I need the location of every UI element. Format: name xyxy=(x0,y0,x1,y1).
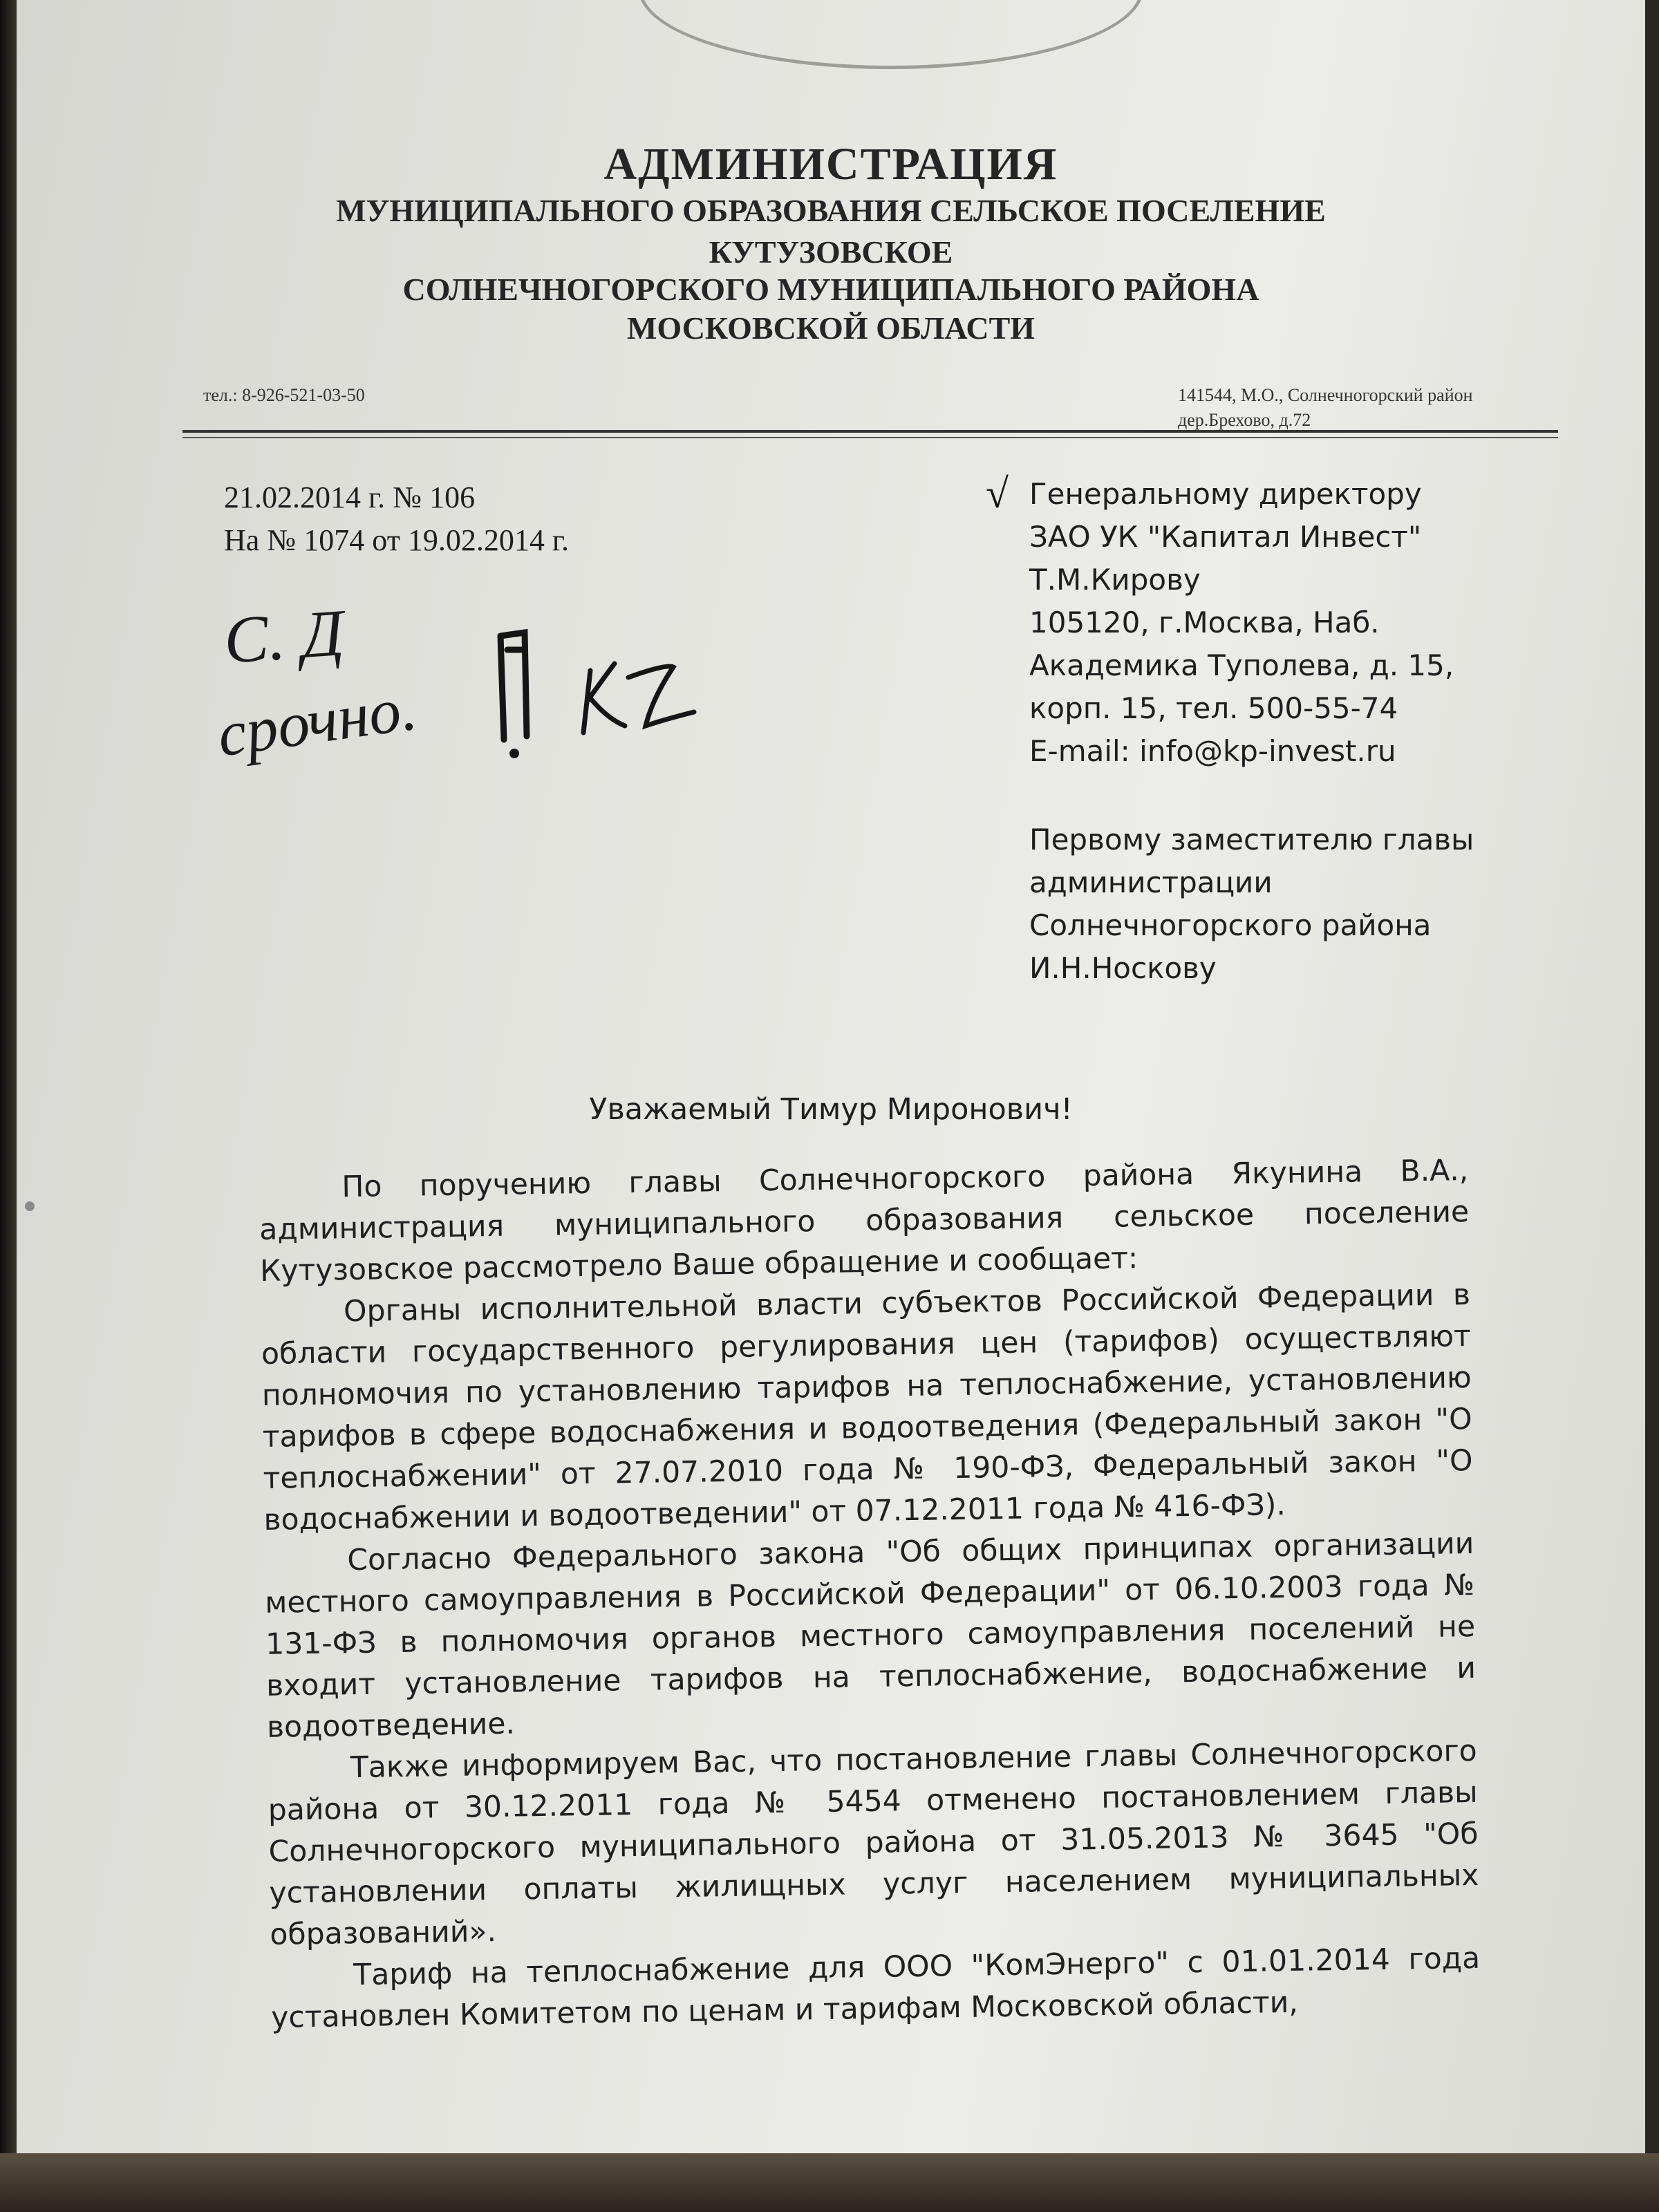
recipient-2-line-1: Первому заместителю главы xyxy=(1029,823,1474,856)
handwritten-checkmark: √ xyxy=(986,471,1009,516)
recipient-2-line-4: И.Н.Носкову xyxy=(1029,951,1217,985)
letter-sheet xyxy=(17,0,1645,2155)
recipient-1-line-3: Т.М.Кирову xyxy=(1029,563,1201,597)
outgoing-reference: 21.02.2014 г. № 106 xyxy=(224,480,476,514)
letterhead-phone: тел.: 8-926-521-03-50 xyxy=(203,385,365,405)
letterhead-address-line-2: дер.Брехово, д.72 xyxy=(1178,410,1311,430)
incoming-reference: На № 1074 от 19.02.2014 г. xyxy=(224,523,570,557)
recipient-2-line-3: Солнечногорского района xyxy=(1029,908,1432,942)
recipient-2-line-2: администрации xyxy=(1029,865,1273,899)
letterhead-divider-thin xyxy=(182,437,1558,438)
body-paragraph-2: Органы исполнительной власти субъектов Российской Федерации в области государственного регулирования цен (тарифов) осуществляют полномочия по установлению тарифов на теплоснабжение, установлению тарифов в сфере водоснабжения и водоотведения (Федеральный закон "О теплоснабжении" от 27.07.2010 года № 190-ФЗ, Федеральный закон "О водоснабжении и водоотведении" от 07.12.2011 года № 416-ФЗ). xyxy=(261,1278,1473,1537)
handwritten-urgent-note: срочно. xyxy=(213,672,421,770)
letterhead-line-1: МУНИЦИПАЛЬНОГО ОБРАЗОВАНИЯ СЕЛЬСКОЕ ПОСЕЛЕНИЕ xyxy=(336,193,1326,228)
recipient-1-line-7: E-mail: info@kp-invest.ru xyxy=(1029,734,1396,768)
greeting: Уважаемый Тимур Миронович! xyxy=(589,1092,1073,1127)
letterhead-line-2: КУТУЗОВСКОЕ xyxy=(709,234,953,270)
body-paragraph-5: Тариф на теплоснабжение для ООО "КомЭнерго" с 01.01.2014 года установлен Комитетом по ценам и тарифам Московской области, xyxy=(270,1941,1481,2035)
letterhead-divider xyxy=(182,430,1558,433)
handwritten-initials: С. Д xyxy=(221,595,346,677)
recipient-1-line-6: корп. 15, тел. 500-55-74 xyxy=(1029,691,1398,725)
stamp-ring xyxy=(639,0,1143,69)
recipient-1-line-1: Генеральному директору xyxy=(1029,477,1422,511)
frame-edge-left xyxy=(0,0,17,2212)
letter-body xyxy=(259,1150,1481,2039)
punch-hole-mark xyxy=(25,1201,35,1211)
recipient-1-line-2: ЗАО УК "Капитал Инвест" xyxy=(1029,520,1422,554)
body-paragraph-3: Согласно Федерального закона "Об общих принципах организации местного самоуправления в Российской Федерации" от 06.10.2003 года № 131-ФЗ в полномочия органов местного самоуправления поселений не входит установление тарифов на теплоснабжение, водоснабжение и водоотведение. xyxy=(264,1526,1477,1745)
letterhead-line-4: МОСКОВСКОЙ ОБЛАСТИ xyxy=(626,310,1035,346)
frame-edge-bottom xyxy=(0,2153,1659,2212)
letterhead-address-line-1: 141544, М.О., Солнечногорский район xyxy=(1178,385,1473,405)
letterhead-line-3: СОЛНЕЧНОГОРСКОГО МУНИЦИПАЛЬНОГО РАЙОНА xyxy=(402,272,1259,307)
letterhead-title: АДМИНИСТРАЦИЯ xyxy=(603,139,1058,189)
recipient-1-line-5: Академика Туполева, д. 15, xyxy=(1029,648,1454,682)
body-paragraph-4: Также информируем Вас, что постановление главы Солнечногорского района от 30.12.2011 года № 5454 отменено постановлением главы Солнечногорского муниципального района от 31.05.2013 № 3645 "Об установлении оплаты жилищных услуг населением муниципальных образований». xyxy=(268,1734,1479,1952)
recipient-1-line-4: 105120, г.Москва, Наб. xyxy=(1029,606,1380,639)
body-paragraph-1: По поручению главы Солнечногорского района Якунина В.А., администрация муниципального образования сельское поселение Кутузовское рассмотрело Ваше обращение и сообщает: xyxy=(259,1154,1470,1288)
handwritten-signature xyxy=(487,622,708,760)
